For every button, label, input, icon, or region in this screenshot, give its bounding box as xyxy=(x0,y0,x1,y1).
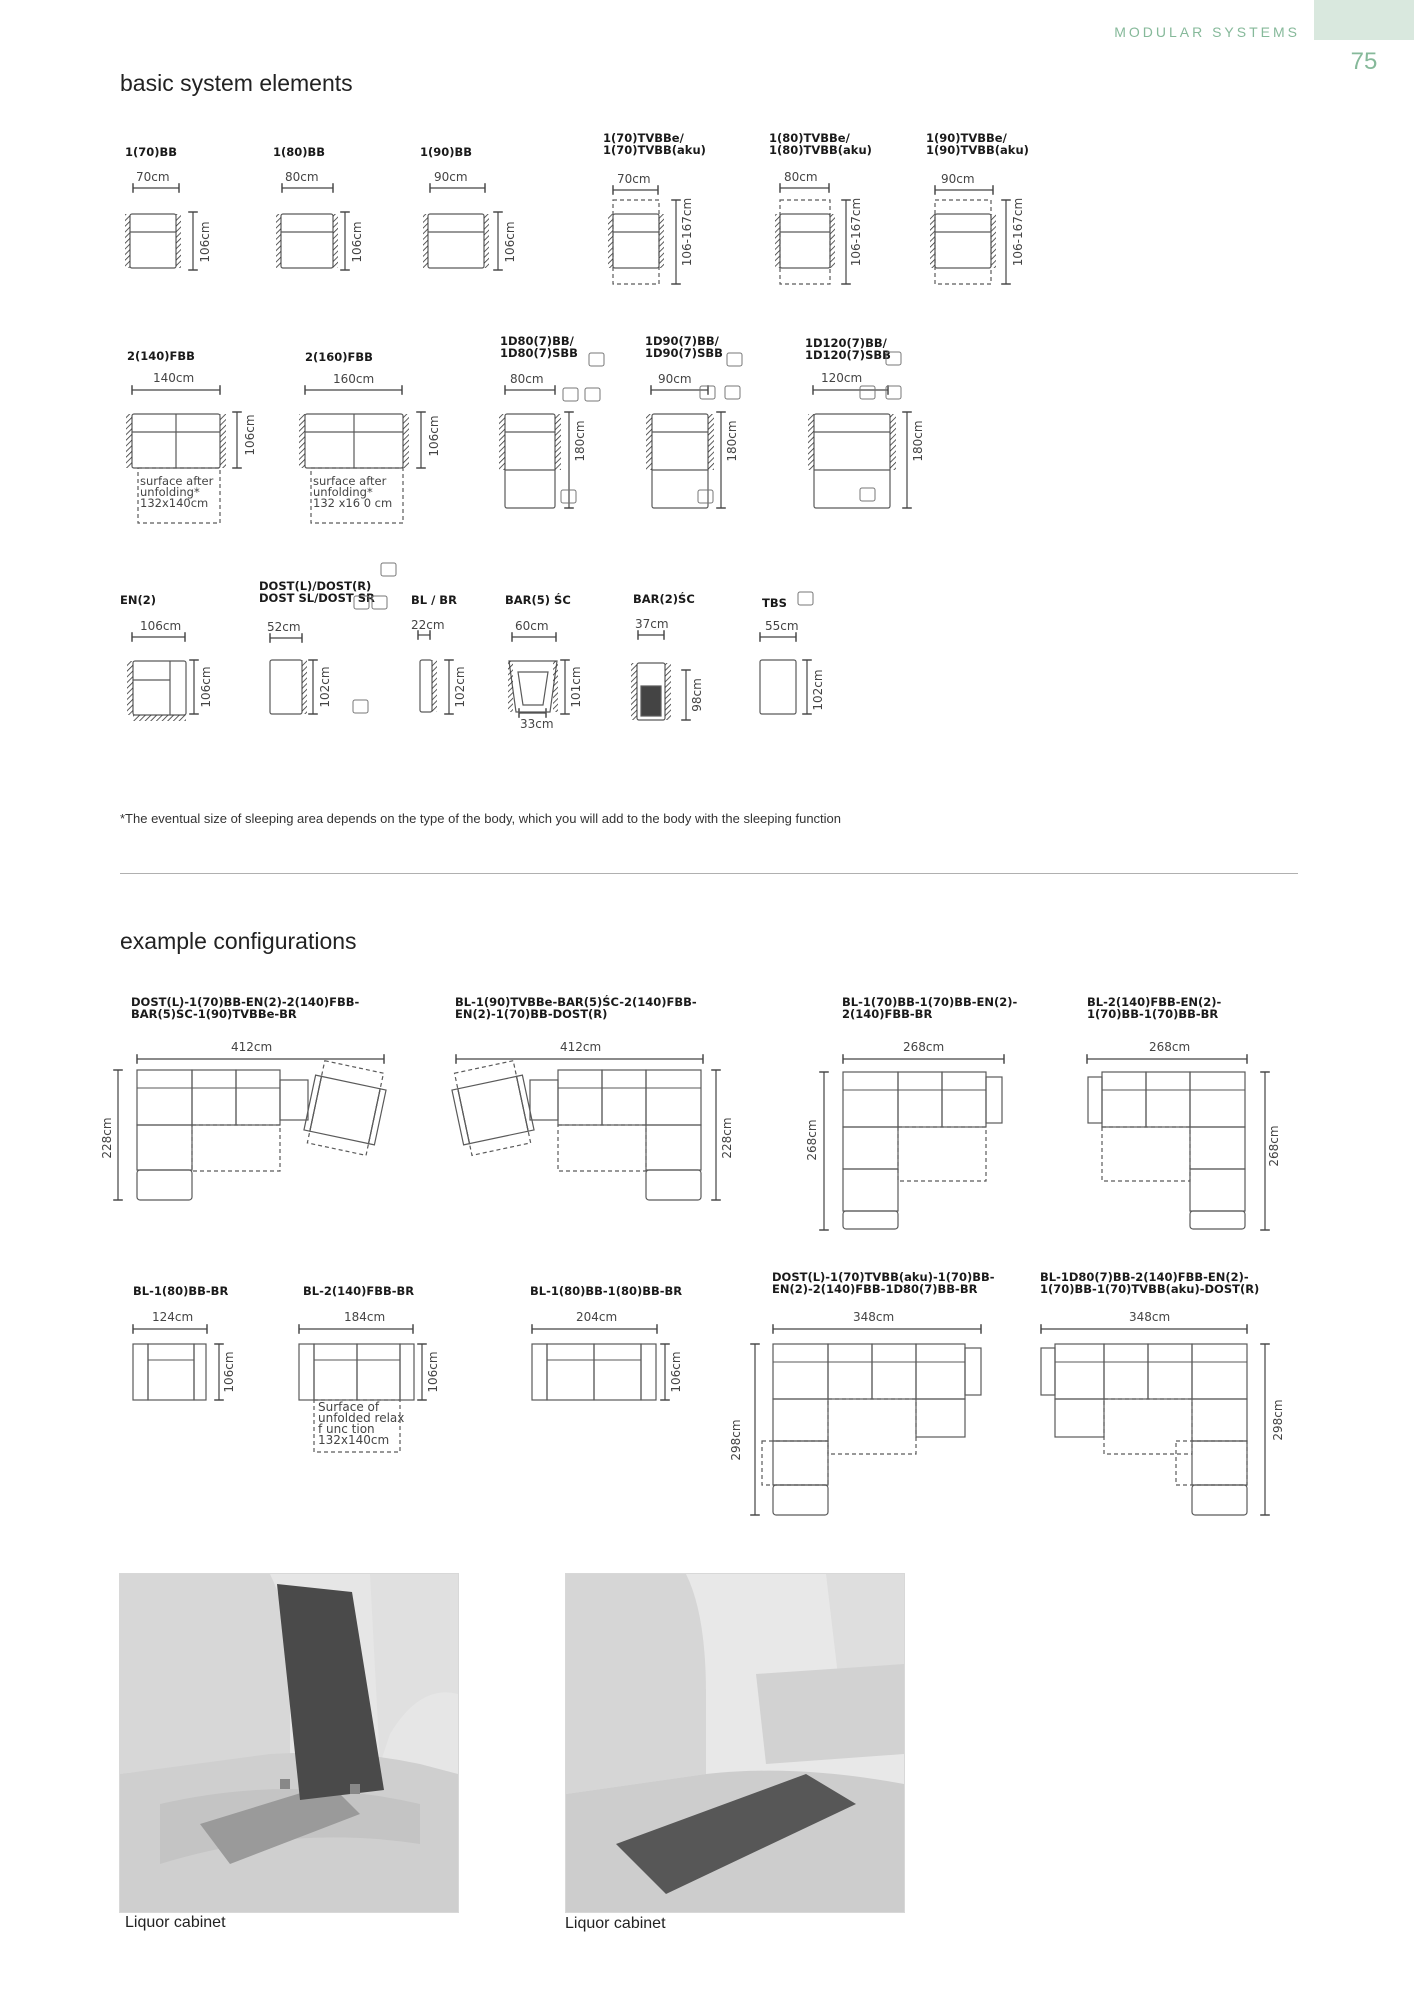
config-label: BL-2(140)FBB-BR xyxy=(303,1284,415,1298)
width-dim: 37cm xyxy=(635,617,669,631)
config-width: 124cm xyxy=(152,1310,194,1324)
element-label: BAR(2)ŚC xyxy=(633,592,695,606)
config-depth: 268cm xyxy=(805,1119,819,1161)
section-title-basic: basic system elements xyxy=(120,70,353,96)
width-dim: 70cm xyxy=(136,170,170,184)
depth-dim: 106cm xyxy=(427,415,441,457)
width-dim: 70cm xyxy=(617,172,651,186)
element-label: BAR(5) ŚC xyxy=(505,593,571,607)
depth-dim: 106-167cm xyxy=(680,197,694,267)
photo-caption: Liquor cabinet xyxy=(565,1915,666,1932)
config-label: DOST(L)-1(70)BB-EN(2)-2(140)FBB- BAR(5)ŚC-1(90)TVBBe-BR xyxy=(131,995,360,1021)
width-dim: 52cm xyxy=(267,620,301,634)
depth-dim: 106cm xyxy=(199,666,213,708)
section-title-examples: example configurations xyxy=(120,928,357,954)
depth-dim: 180cm xyxy=(725,420,739,462)
config-width: 204cm xyxy=(576,1310,618,1324)
width-dim: 160cm xyxy=(333,372,375,386)
config-width: 412cm xyxy=(231,1040,273,1054)
config-label: BL-1(80)BB-1(80)BB-BR xyxy=(530,1284,683,1298)
element-label: TBS xyxy=(762,596,787,610)
footnote: *The eventual size of sleeping area depends on the type of the body, which you will add to the body with the sleeping function xyxy=(120,811,842,826)
depth-dim: 102cm xyxy=(318,666,332,708)
config-width: 412cm xyxy=(560,1040,602,1054)
depth-dim: 106cm xyxy=(198,221,212,263)
element-label: 1D90(7)BB/ 1D90(7)SBB xyxy=(645,334,723,360)
config-depth: 106cm xyxy=(426,1351,440,1393)
width-dim: 80cm xyxy=(510,372,544,386)
width-dim: 90cm xyxy=(941,172,975,186)
element-label: DOST(L)/DOST(R) DOST SL/DOST SR xyxy=(259,579,375,605)
width-dim: 106cm xyxy=(140,619,182,633)
config-width: 268cm xyxy=(903,1040,945,1054)
width-dim: 120cm xyxy=(821,371,863,385)
width-dim: 22cm xyxy=(411,618,445,632)
config-depth: 106cm xyxy=(222,1351,236,1393)
config-label: BL-1(90)TVBBe-BAR(5)ŚC-2(140)FBB- EN(2)-1(70)BB-DOST(R) xyxy=(455,995,697,1021)
liquor-cabinet-photo-closed xyxy=(565,1573,905,1913)
element-label: 1(90)TVBBe/ 1(90)TVBB(aku) xyxy=(926,131,1029,157)
depth-dim: 106-167cm xyxy=(1011,197,1025,267)
config-width: 348cm xyxy=(1129,1310,1171,1324)
config-width: 184cm xyxy=(344,1310,386,1324)
element-label: 1(80)BB xyxy=(273,145,326,159)
section-category: MODULAR SYSTEMS xyxy=(1114,24,1300,40)
element-label: BL / BR xyxy=(411,593,457,607)
depth-dim: 102cm xyxy=(453,666,467,708)
config-depth: 298cm xyxy=(729,1419,743,1461)
config-label: DOST(L)-1(70)TVBB(aku)-1(70)BB- EN(2)-2(140)FBB-1D80(7)BB-BR xyxy=(772,1270,995,1296)
config-depth: 268cm xyxy=(1267,1125,1281,1167)
element-label: 1(70)TVBBe/ 1(70)TVBB(aku) xyxy=(603,131,706,157)
element-label: 2(160)FBB xyxy=(305,350,373,364)
unfolding-note: surface after unfolding* 132x140cm xyxy=(140,474,214,510)
bottom-dim: 33cm xyxy=(520,717,554,731)
unfolding-note: Surface of unfolded relax f unc tion 132x140cm xyxy=(318,1400,405,1447)
config-width: 268cm xyxy=(1149,1040,1191,1054)
depth-dim: 101cm xyxy=(569,666,583,708)
config-label: BL-2(140)FBB-EN(2)- 1(70)BB-1(70)BB-BR xyxy=(1087,995,1222,1021)
unfolding-note: surface after unfolding* 132 x16 0 cm xyxy=(313,474,393,510)
element-label: 1(90)BB xyxy=(420,145,473,159)
depth-dim: 106cm xyxy=(350,221,364,263)
width-dim: 80cm xyxy=(285,170,319,184)
config-width: 348cm xyxy=(853,1310,895,1324)
width-dim: 55cm xyxy=(765,619,799,633)
config-label: BL-1(80)BB-BR xyxy=(133,1284,229,1298)
config-label: BL-1(70)BB-1(70)BB-EN(2)- 2(140)FBB-BR xyxy=(842,995,1018,1021)
page-number: 75 xyxy=(1350,48,1378,75)
photo-caption: Liquor cabinet xyxy=(125,1914,226,1931)
depth-dim: 106cm xyxy=(503,221,517,263)
config-depth: 228cm xyxy=(720,1117,734,1159)
config-depth: 228cm xyxy=(100,1117,114,1159)
element-label: 1(80)TVBBe/ 1(80)TVBB(aku) xyxy=(769,131,872,157)
width-dim: 90cm xyxy=(658,372,692,386)
config-depth: 298cm xyxy=(1271,1399,1285,1441)
element-label: 2(140)FBB xyxy=(127,349,195,363)
width-dim: 80cm xyxy=(784,170,818,184)
liquor-cabinet-photo-open xyxy=(119,1573,459,1913)
config-label: BL-1D80(7)BB-2(140)FBB-EN(2)- 1(70)BB-1(70)TVBB(aku)-DOST(R) xyxy=(1040,1270,1260,1296)
element-label: 1D120(7)BB/ 1D120(7)SBB xyxy=(805,336,891,362)
depth-dim: 106-167cm xyxy=(849,197,863,267)
width-dim: 60cm xyxy=(515,619,549,633)
element-label: 1(70)BB xyxy=(125,145,178,159)
element-label: EN(2) xyxy=(120,593,156,607)
depth-dim: 180cm xyxy=(911,420,925,462)
depth-dim: 98cm xyxy=(690,678,704,712)
width-dim: 90cm xyxy=(434,170,468,184)
depth-dim: 180cm xyxy=(573,420,587,462)
config-depth: 106cm xyxy=(669,1351,683,1393)
element-label: 1D80(7)BB/ 1D80(7)SBB xyxy=(500,334,578,360)
width-dim: 140cm xyxy=(153,371,195,385)
depth-dim: 102cm xyxy=(811,669,825,711)
depth-dim: 106cm xyxy=(243,414,257,456)
